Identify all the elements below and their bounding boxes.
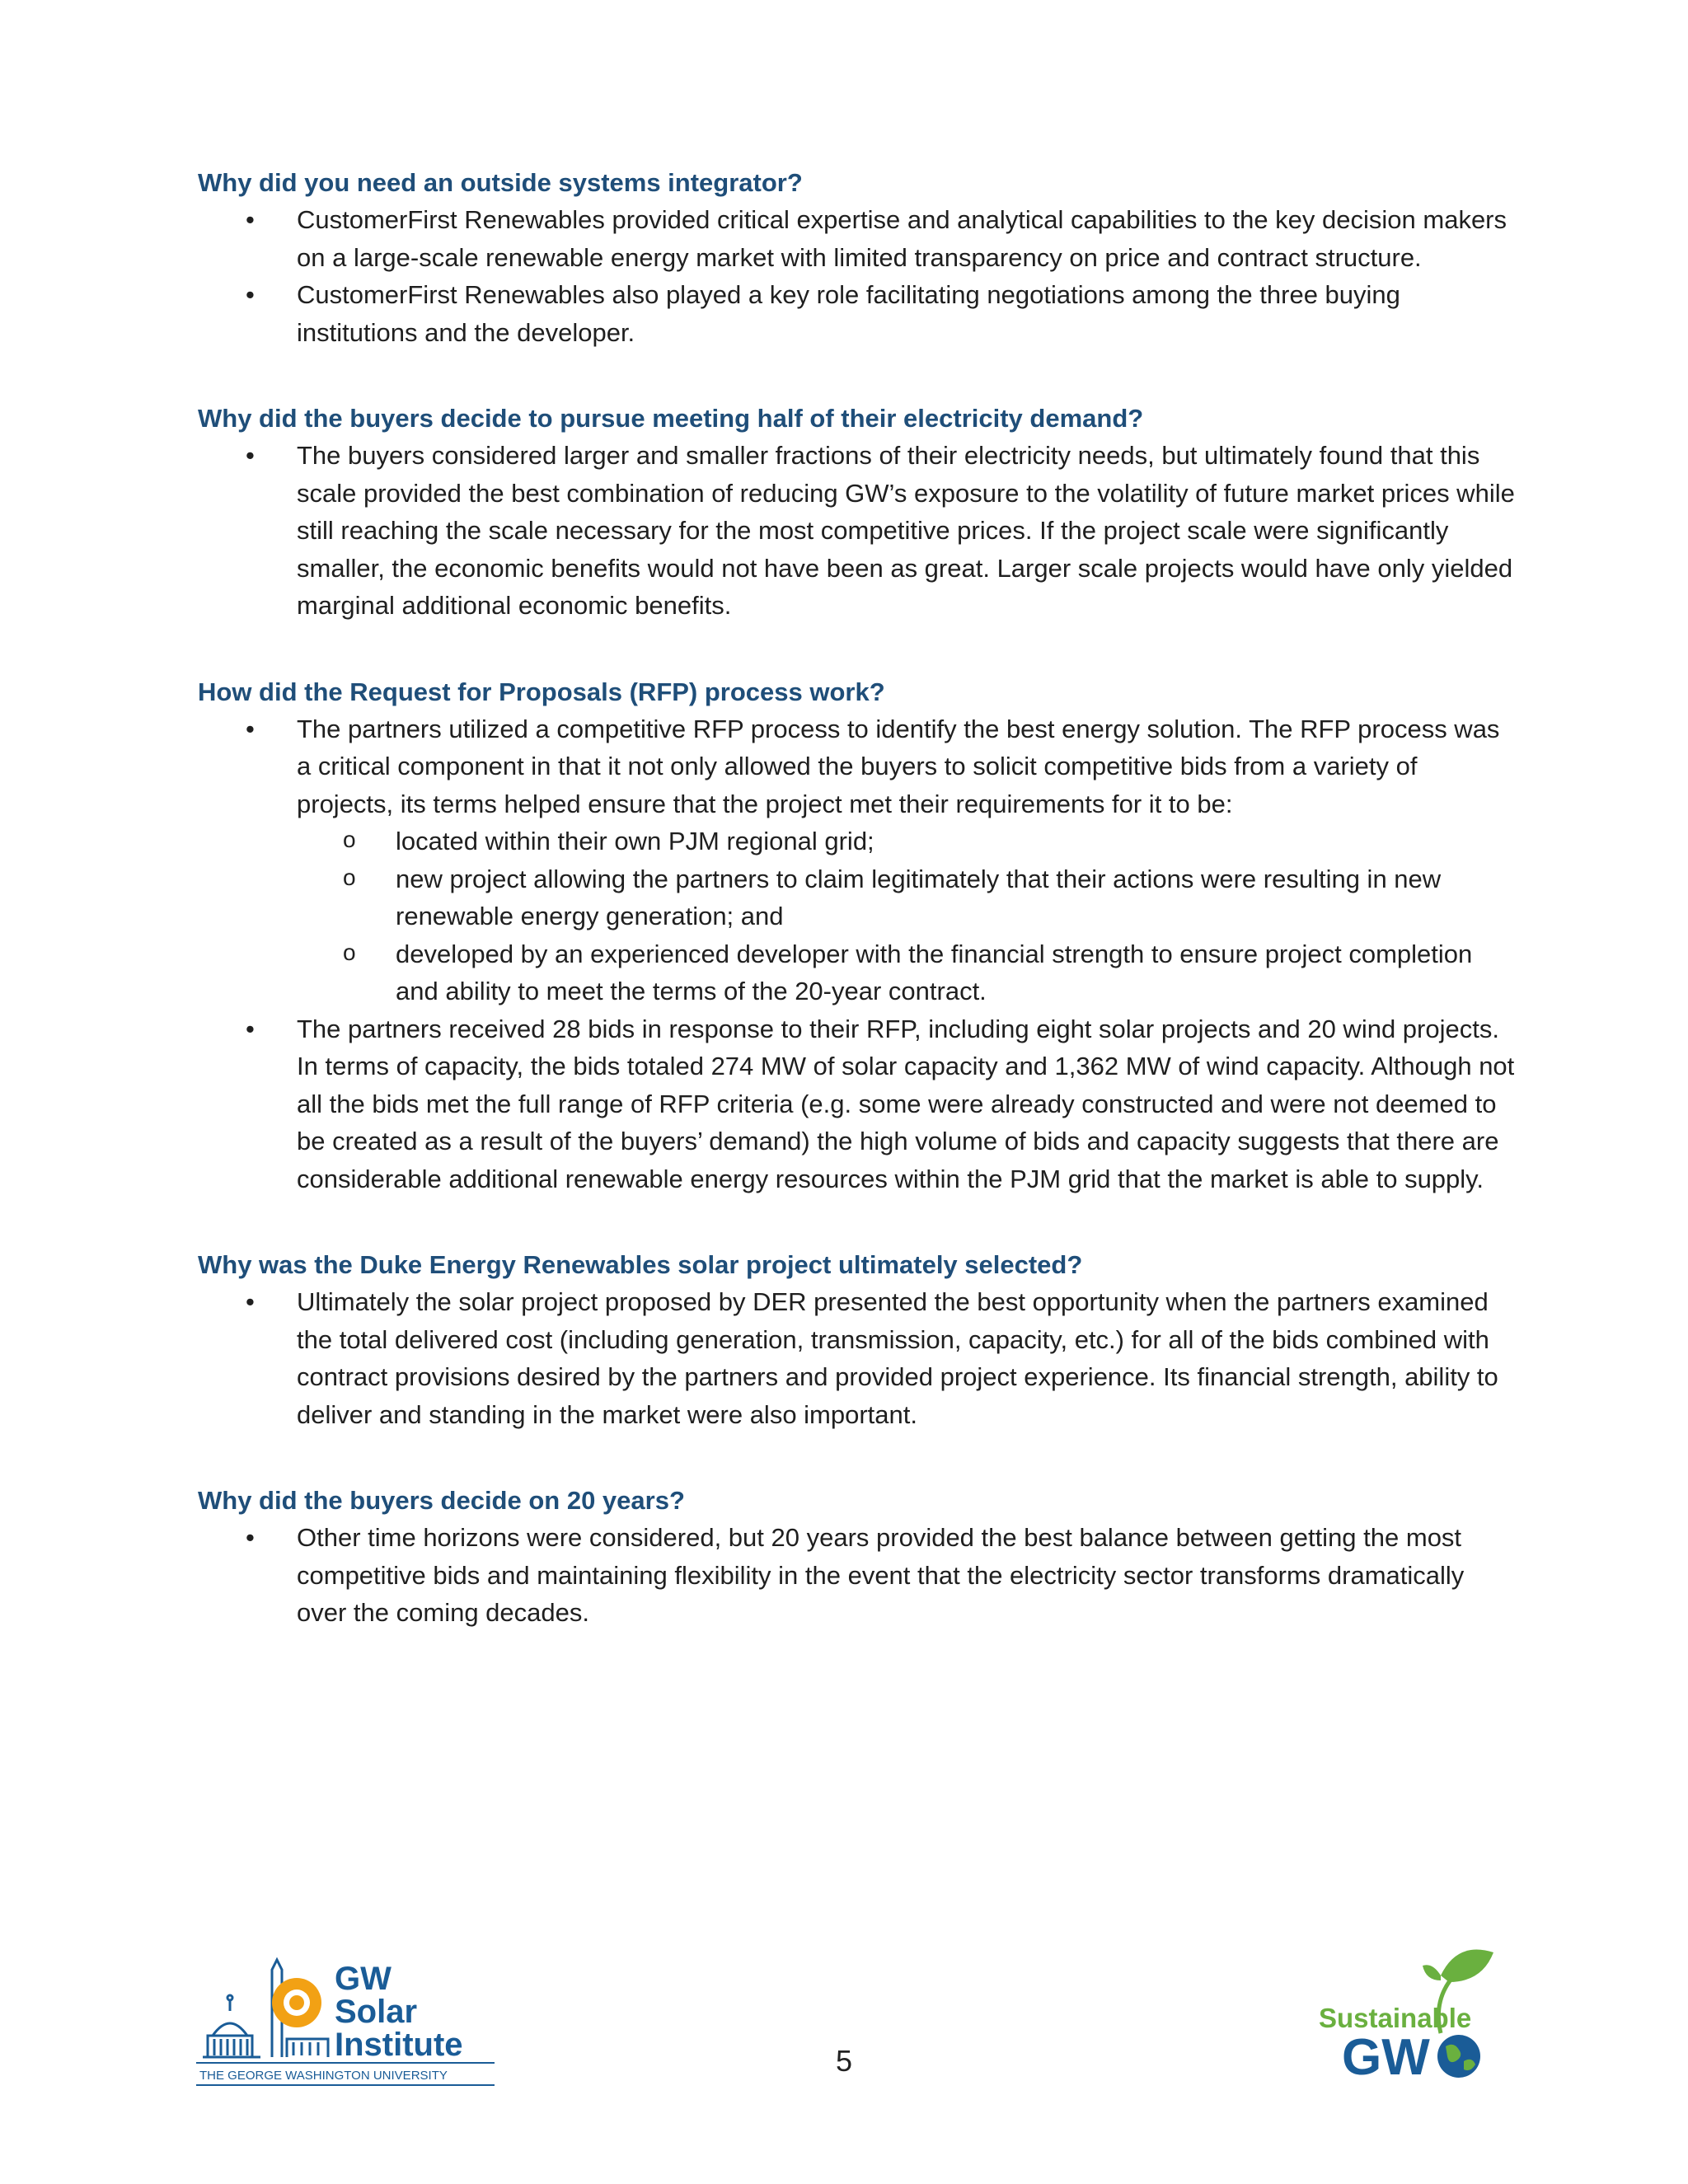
sustainable-gw-logo (1317, 1941, 1498, 2085)
bullet-marker: • (246, 1287, 255, 1316)
leaf-small-icon (1423, 1965, 1441, 1980)
bullet-item (198, 437, 1517, 625)
sub-bullet-marker: o (343, 864, 356, 890)
bullet-list (198, 1519, 1517, 1632)
sub-bullet-list (297, 823, 1517, 1010)
sub-bullet-item (297, 860, 1517, 935)
bullet-item (198, 710, 1517, 1010)
sub-bullet-item (297, 823, 1517, 860)
document-content (198, 165, 1517, 1681)
logo-text-gw: GW (335, 1961, 392, 1997)
section-heading: How did the Request for Proposals (RFP) process work? (198, 677, 885, 706)
faq-section (198, 1483, 1517, 1632)
bullet-item (198, 201, 1517, 276)
bullet-text: The buyers considered larger and smaller fractions of their electricity needs, but ultimately found that this scale provided the best combination of reducing GW’s exposure to the volatility of future market prices while still reaching the scale necessary for the most competitive prices. If the project scale were significantly smaller, the economic benefits would not have been as great. Larger scale projects would have only yielded marginal additional economic benefits. (297, 441, 1515, 620)
sub-bullet-item (297, 935, 1517, 1010)
sustainable-gw-logo-graphic (1317, 1941, 1498, 2085)
gw-solar-institute-logo (196, 1953, 501, 2093)
sub-bullet-marker: o (343, 939, 356, 965)
bullet-marker: • (246, 714, 255, 743)
gw-solar-institute-logo-graphic (196, 1953, 501, 2093)
sub-bullet-text: new project allowing the partners to claim legitimately that their actions were resulting in new renewable energy generation; and (396, 864, 1442, 930)
bullet-marker: • (246, 1523, 255, 1552)
bullet-text: Ultimately the solar project proposed by DER presented the best opportunity when the partners examined the total delivered cost (including generation, transmission, capacity, etc.) for all of the bids combined with contract provisions desired by the partners and provided project experience. Its financial strength, ability to deliver and standing in the market were also important. (297, 1287, 1498, 1429)
bullet-item (198, 1519, 1517, 1632)
bullet-text: CustomerFirst Renewables provided critical expertise and analytical capabilities to the key decision makers on a large-scale renewable energy market with limited transparency on price and contract structure. (297, 205, 1507, 272)
section-heading: Why was the Duke Energy Renewables solar project ultimately selected? (198, 1250, 1083, 1279)
section-heading: Why did the buyers decide to pursue meeting half of their electricity demand? (198, 404, 1144, 433)
sub-bullet-text: developed by an experienced developer with the financial strength to ensure project completion and ability to meet the terms of the 20-year contract. (396, 939, 1473, 1005)
bullet-list (198, 710, 1517, 1198)
bullet-list (198, 201, 1517, 351)
bullet-marker: • (246, 205, 255, 234)
bullet-marker: • (246, 1014, 255, 1043)
bullet-list (198, 437, 1517, 625)
logo-text-solar: Solar (335, 1994, 418, 2030)
bullet-item (198, 1283, 1517, 1433)
bullet-list (198, 1283, 1517, 1433)
logo-text-institute: Institute (335, 2027, 463, 2063)
bullet-text: The partners received 28 bids in response to their RFP, including eight solar projects and 20 wind projects. In terms of capacity, the bids totaled 274 MW of solar capacity and 1,362 MW of wind capacity. Although not all the bids met the full range of RFP criteria (e.g. some were already constructed and were not deemed to be created as a result of the buyers’ demand) the high volume of bids and capacity suggests that there are considerable additional renewable energy resources within the PJM grid that the market is able to supply. (297, 1014, 1515, 1193)
faq-section (198, 165, 1517, 351)
bullet-item (198, 1010, 1517, 1198)
faq-section (198, 1247, 1517, 1433)
leaf-icon (1441, 1950, 1493, 1983)
section-heading: Why did the buyers decide on 20 years? (198, 1486, 685, 1515)
sub-bullet-marker: o (343, 827, 356, 852)
bullet-marker: • (246, 441, 255, 470)
logo-text-gw-right: GW (1342, 2029, 1430, 2085)
logo-text-university: THE GEORGE WASHINGTON UNIVERSITY (199, 2069, 448, 2083)
bullet-text: The partners utilized a competitive RFP process to identify the best energy solution. The RFP process was a critical component in that it not only allowed the buyers to solicit competitive bids from a variety of projects, its terms helped ensure that the project met their requirements for it to be: (297, 714, 1500, 818)
faq-section (198, 674, 1517, 1198)
bullet-text: CustomerFirst Renewables also played a key role facilitating negotiations among the three buying institutions and the developer. (297, 280, 1400, 347)
page-number: 5 (835, 2044, 853, 2078)
globe-icon (1437, 2035, 1480, 2078)
section-heading: Why did you need an outside systems integrator? (198, 168, 803, 197)
bullet-text: Other time horizons were considered, but 20 years provided the best balance between getting the most competitive bids and maintaining flexibility in the event that the electricity sector transforms dramatically over the coming decades. (297, 1523, 1465, 1627)
faq-section (198, 401, 1517, 625)
sub-bullet-text: located within their own PJM regional grid; (396, 827, 874, 855)
logo-text-sustainable: Sustainable (1319, 2003, 1472, 2033)
bullet-item (198, 276, 1517, 351)
bullet-marker: • (246, 280, 255, 309)
